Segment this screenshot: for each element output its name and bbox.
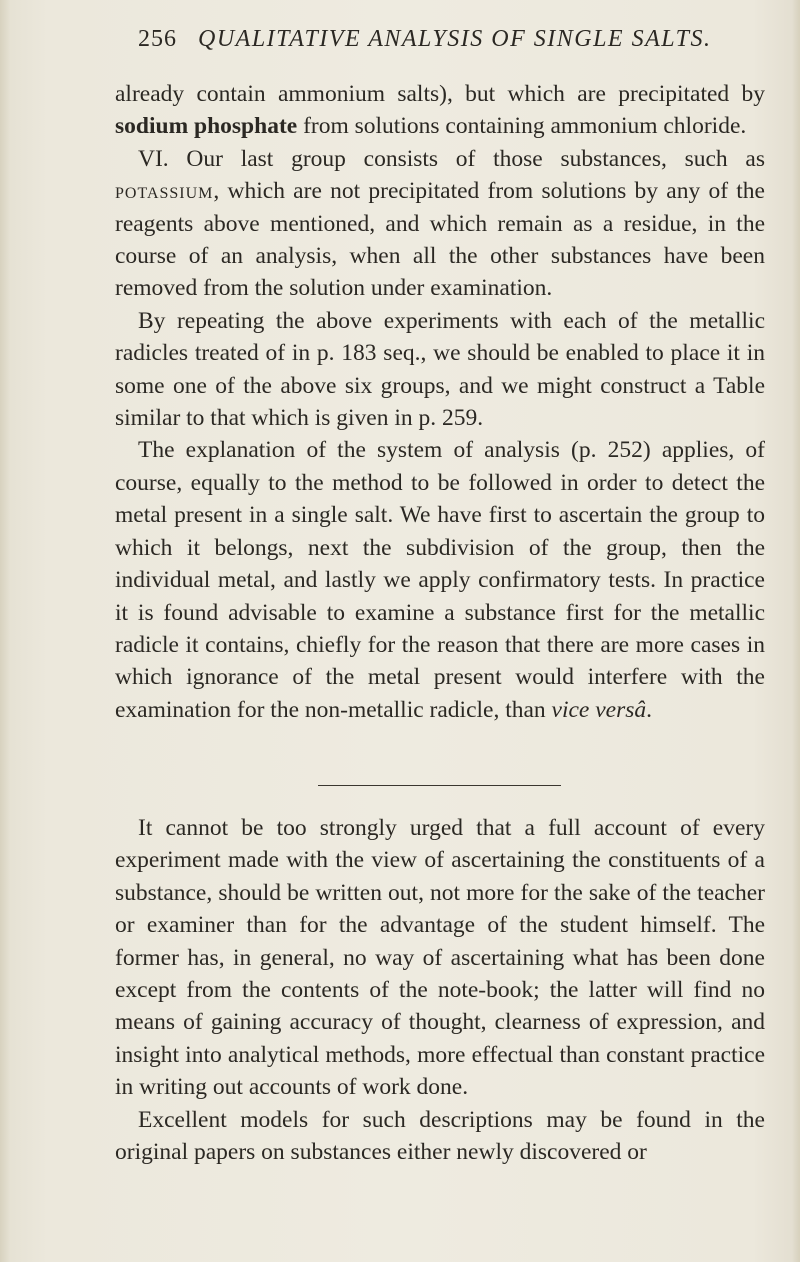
- paragraph-notebook: It cannot be too strongly urged that a full account of every experiment made with the view of ascertaining the constituents of a substance, should be written out, not more for the sake of the teacher or examiner than for the advantage of the student himself. The former has, in general, no way of ascertaining what has been done except from the contents of the note-book; the latter will find no means of gaining accuracy of thought, clearness of expression, and insight into analytical methods, more effectual than constant practice in writing out accounts of work done.: [115, 815, 765, 1101]
- paragraph-explanation: The explanation of the system of analysis (p. 252) applies, of course, equally to the method to be followed in order to detect the metal present in a single salt. We have first to ascertain the group to which it belongs, next the subdivision of the group, then the individual metal, and lastly we apply confirmatory tests. In practice it is found advisable to examine a substance first for the metallic radicle it contains, chiefly for the reason that there are more cases in which ignorance of the metal present would interfere with the examination for the non-metallic radicle, than vice versâ.: [115, 437, 765, 723]
- paragraph-group-six: VI. Our last group consists of those substances, such as potassium, which are not precipitated from solutions by any of the reagents above mentioned, and which remain as a residue, in the course of an analysis, when all the other substances have been removed from the solution under examination.: [115, 145, 765, 302]
- page-edge-left: [0, 0, 10, 1262]
- text-block-lower: [115, 812, 765, 1168]
- text-block-upper: [115, 78, 765, 726]
- paragraph-models: Excellent models for such descriptions may be found in the original papers on substances either newly discovered or: [115, 1106, 765, 1166]
- section-divider: [318, 785, 561, 786]
- italic-term: vice versâ: [551, 696, 647, 723]
- running-title: QUALITATIVE ANALYSIS OF SINGLE SALTS.: [198, 26, 712, 52]
- paragraph-continuation: already contain ammonium salts), but which are precipitated by sodium phosphate from solutions containing ammonium chloride.: [115, 81, 765, 140]
- paragraph-repeating: By repeating the above experiments with each of the metallic radicles treated of in p. 183 seq., we should be enabled to place it in some one of the above six groups, and we might construct a Table similar to that which is given in p. 259.: [115, 307, 765, 432]
- running-header: [138, 26, 712, 53]
- smallcaps-term: potassium: [115, 178, 214, 205]
- bold-term: sodium phosphate: [115, 113, 298, 140]
- page-edge-right: [792, 0, 800, 1262]
- page-number: 256: [138, 26, 177, 52]
